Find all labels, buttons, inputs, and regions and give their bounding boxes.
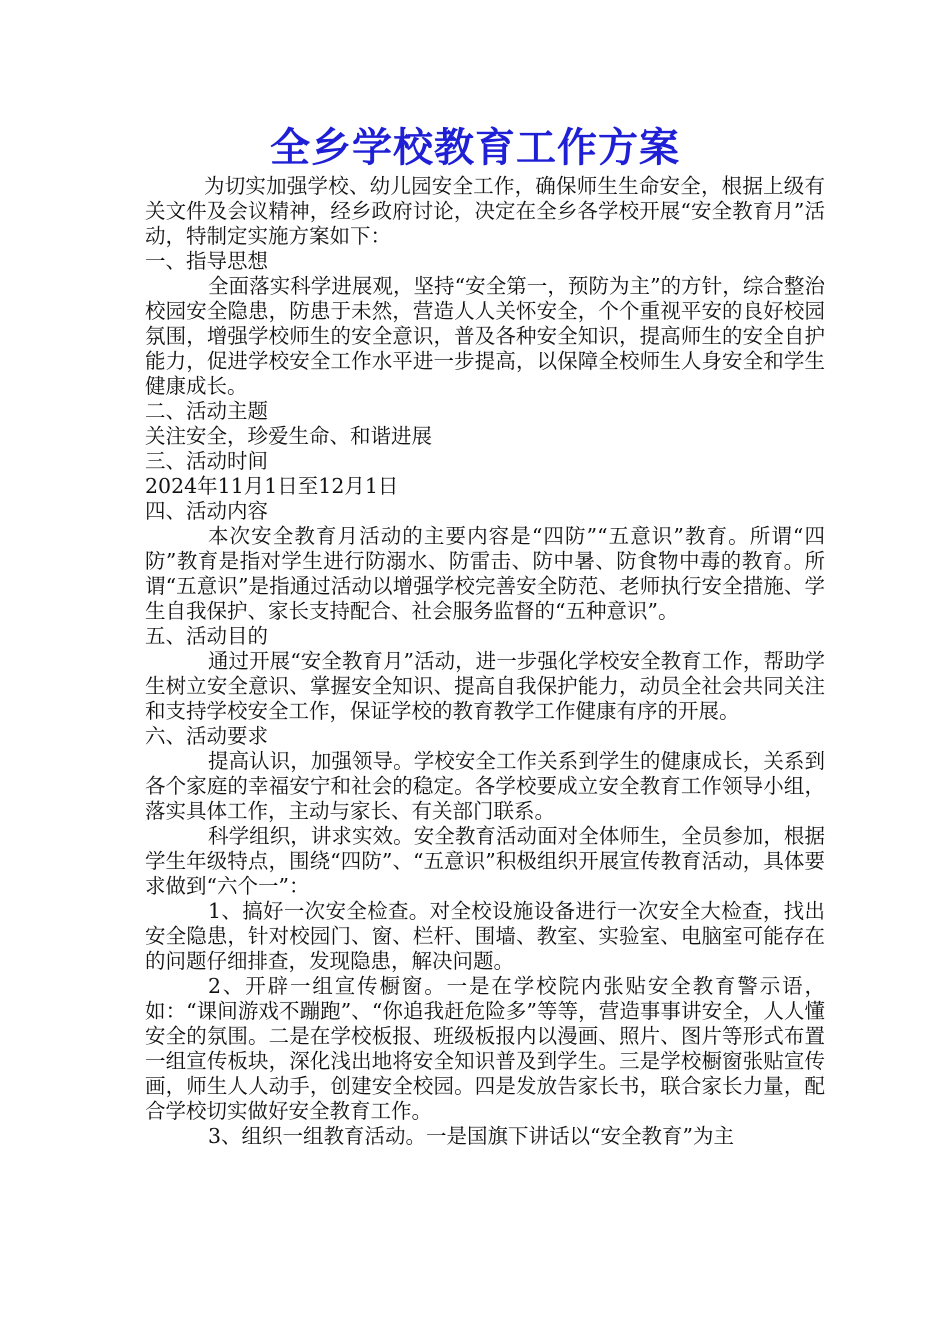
paragraph: 科学组织，讲求实效。安全教育活动面对全体师生，全员参加，根据学生年级特点，围绕“四防”、“五意识”积极组织开展宣传教育活动，具体要求做到“六个一”： <box>145 824 825 898</box>
document-title: 全乡学校教育工作方案 <box>270 124 680 171</box>
paragraph: 通过开展“安全教育月”活动，进一步强化学校安全教育工作，帮助学生树立安全意识、掌握安全知识、提高自我保护能力，动员全社会共同关注和支持学校安全工作，保证学校的教育教学工作健康有序的开展。 <box>145 649 825 723</box>
document-body <box>145 174 825 1149</box>
activity-theme: 关注安全，珍爱生命、和谐进展 <box>145 424 432 448</box>
section-heading: 六、活动要求 <box>145 724 268 748</box>
section-heading: 二、活动主题 <box>145 399 268 423</box>
paragraph: 全面落实科学进展观，坚持“安全第一，预防为主”的方针，综合整治校园安全隐患，防患于未然，营造人人关怀安全，个个重视平安的良好校园氛围，增强学校师生的安全意识，普及各种安全知识，提高师生的安全自护能力，促进学校安全工作水平进一步提高，以保障全校师生人身安全和学生健康成长。 <box>145 274 825 398</box>
activity-date: 2024年11月1日至12月1日 <box>145 474 399 498</box>
list-item: 3、组织一组教育活动。一是国旗下讲话以“安全教育”为主 <box>208 1124 735 1148</box>
list-item: 2、开辟一组宣传橱窗。一是在学校院内张贴安全教育警示语，如：“课间游戏不蹦跑”、“你追我赶危险多”等等，营造事事讲安全，人人懂安全的氛围。二是在学校板报、班级板报内以漫画、照片、图片等形式布置一组宣传板块，深化浅出地将安全知识普及到学生。三是学校橱窗张贴宣传画，师生人人动手，创建安全校园。四是发放告家长书，联合家长力量，配合学校切实做好安全教育工作。 <box>145 974 825 1123</box>
list-item: 1、搞好一次安全检查。对全校设施设备进行一次安全大检查，找出安全隐患，针对校园门、窗、栏杆、围墙、教室、实验室、电脑室可能存在的问题仔细排查，发现隐患，解决问题。 <box>145 899 825 973</box>
section-heading: 五、活动目的 <box>145 624 268 648</box>
paragraph: 为切实加强学校、幼儿园安全工作，确保师生生命安全，根据上级有关文件及会议精神，经乡政府讨论，决定在全乡各学校开展“安全教育月”活动，特制定实施方案如下： <box>145 174 825 248</box>
section-heading: 四、活动内容 <box>145 499 268 523</box>
paragraph: 提高认识，加强领导。学校安全工作关系到学生的健康成长，关系到各个家庭的幸福安宁和社会的稳定。各学校要成立安全教育工作领导小组，落实具体工作，主动与家长、有关部门联系。 <box>145 749 825 823</box>
paragraph: 本次安全教育月活动的主要内容是“四防”“五意识”教育。所谓“四防”教育是指对学生进行防溺水、防雷击、防中暑、防食物中毒的教育。所谓“五意识”是指通过活动以增强学校完善安全防范、老师执行安全措施、学生自我保护、家长支持配合、社会服务监督的“五种意识”。 <box>145 524 825 623</box>
section-heading: 一、指导思想 <box>145 249 268 273</box>
section-heading: 三、活动时间 <box>145 449 268 473</box>
